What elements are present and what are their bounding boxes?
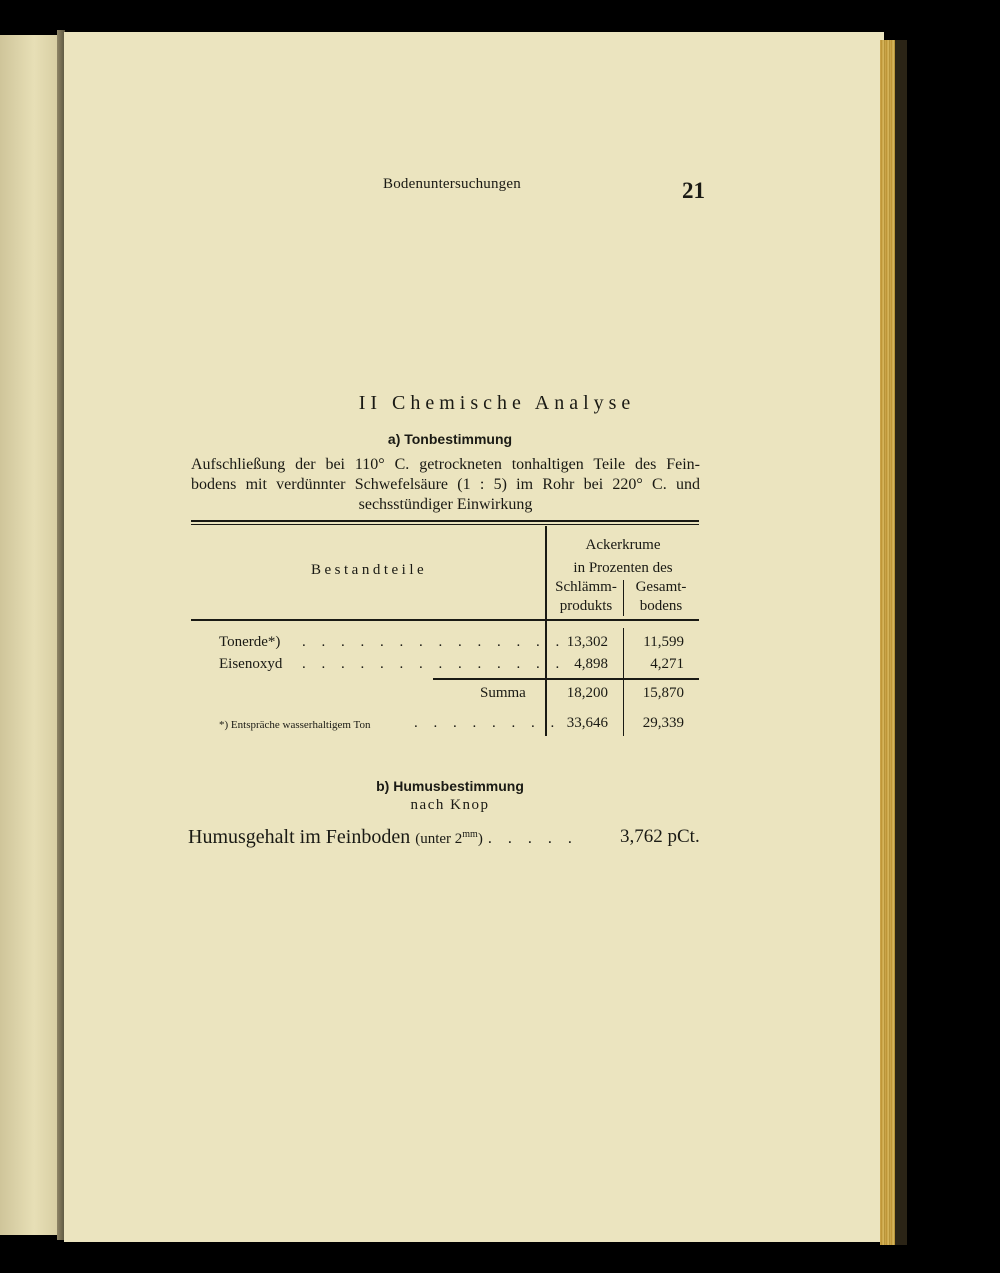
table-row-label: Eisenoxyd	[219, 656, 283, 672]
sum-value: 18,200	[566, 685, 608, 701]
cell-value: 4,271	[650, 656, 684, 672]
sum-rule	[433, 678, 699, 680]
cell-value: 13,302	[566, 634, 608, 650]
method-subheading: nach Knop	[410, 797, 490, 813]
table-top-rule-thin	[191, 524, 699, 525]
cell-value: 4,898	[574, 656, 608, 672]
method-description	[191, 455, 700, 515]
footnote-label: *) Entspräche wasserhaltigem Ton	[219, 719, 371, 731]
footnote-value: 33,646	[566, 715, 608, 731]
group-subheader: in Prozenten des	[573, 560, 673, 576]
column-label-bestandteile: Bestandteile	[311, 562, 428, 578]
facing-page-edge	[0, 35, 57, 1235]
leader-dots: . . . . . . . .	[414, 715, 561, 731]
table-column-divider	[545, 526, 547, 736]
col2-header: Gesamt-	[635, 579, 687, 595]
leader-dots: . . . . .	[487, 830, 578, 847]
humus-label-text: Humusgehalt im Feinboden	[188, 826, 411, 848]
col1-header: Schlämm-	[555, 579, 617, 595]
humus-condition: (unter $2^{mm}$)	[415, 829, 483, 847]
sum-label: Summa	[480, 685, 526, 701]
col1-header: produkts	[559, 598, 613, 614]
footnote-value: 29,339	[642, 715, 684, 731]
humus-result-value: 3,762 pCt.	[620, 826, 700, 847]
description-line: sechsstündiger Einwirkung	[358, 496, 533, 513]
description-line: bodens mit verdünnter Schwefelsäure (1 : 5) im Rohr bei 220° C. und	[191, 476, 700, 493]
cell-value: 11,599	[643, 634, 684, 650]
subsection-heading-a: a) Tonbestimmung	[387, 431, 513, 447]
col2-header: bodens	[639, 598, 683, 614]
humus-result-label	[188, 826, 578, 849]
group-header: Ackerkrume	[585, 537, 661, 553]
running-head: Bodenuntersuchungen	[383, 176, 521, 192]
table-header-rule	[191, 619, 699, 621]
table-row-label: Tonerde*)	[219, 634, 281, 650]
subsection-heading-b: b) Humusbestimmung	[376, 778, 524, 794]
section-title: II Chemische Analyse	[358, 392, 636, 414]
sum-value: 15,870	[642, 685, 684, 701]
page-number: 21	[682, 178, 705, 203]
book-cover-edge	[895, 40, 907, 1245]
leader-dots: . . . . . . . . . . . . . .	[302, 656, 566, 672]
description-line: Aufschließung der bei 110° C. getrockneten tonhaltigen Teile des Fein-	[191, 456, 700, 473]
table-top-rule	[191, 520, 699, 522]
leader-dots: . . . . . . . . . . . . . .	[302, 634, 566, 650]
